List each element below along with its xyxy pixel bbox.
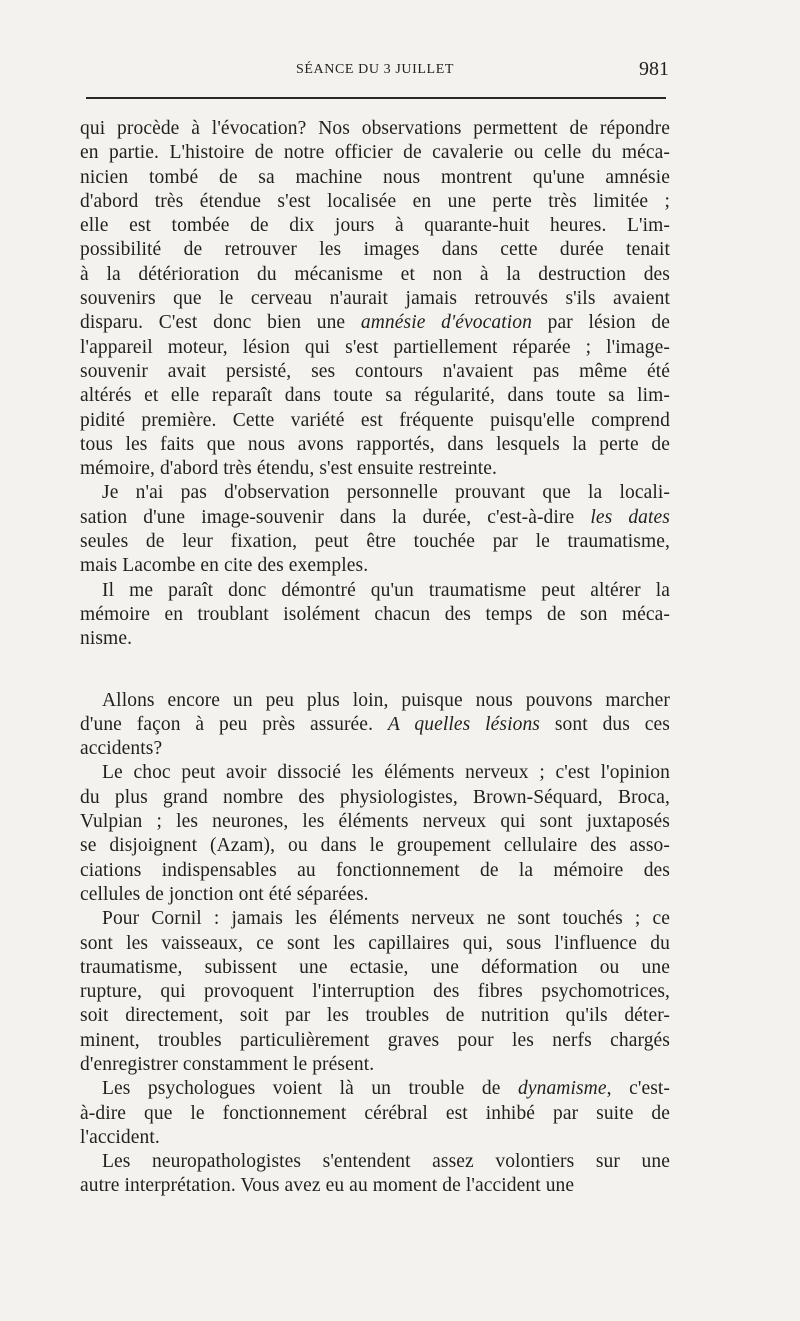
text-line — [80, 603, 670, 627]
text-run: , c'est- — [606, 1078, 670, 1100]
text-line — [80, 1150, 670, 1174]
text-run: accidents? — [80, 738, 163, 760]
text-run: mais Lacombe en cite des exemples. — [80, 555, 369, 577]
paragraph — [80, 689, 670, 762]
text-run: disparu. C'est donc bien une — [80, 312, 361, 334]
text-run: d'abord très étendue s'est localisée en une perte très limitée ; — [80, 190, 670, 212]
italic-run: les dates — [590, 506, 670, 528]
text-line — [80, 956, 670, 980]
text-run: d'une façon à peu près assurée. — [80, 713, 388, 735]
text-line — [80, 627, 670, 651]
text-line — [80, 141, 670, 165]
text-run: possibilité de retrouver les images dans cette durée tenait — [80, 239, 670, 261]
text-run: souvenirs que le cerveau n'aurait jamais retrouvés s'ils avaient — [80, 288, 670, 310]
text-run: à la détérioration du mécanisme et non à la destruction des — [80, 263, 670, 285]
text-run: autre interprétation. Vous avez eu au moment de l'accident une — [80, 1175, 575, 1197]
italic-run: A quelles lésions — [387, 713, 540, 735]
text-line — [80, 761, 670, 785]
text-run: se disjoignent (Azam), ou dans le groupement cellulaire des asso- — [80, 835, 670, 857]
text-run: tous les faits que nous avons rapportés, dans lesquels la perte de — [80, 433, 670, 455]
text-line — [80, 1102, 670, 1126]
text-run: soit directement, soit par les troubles de nutrition qu'ils déter- — [80, 1005, 670, 1027]
running-title: SÉANCE DU 3 JUILLET — [296, 62, 454, 77]
text-line — [80, 980, 670, 1004]
text-line — [80, 907, 670, 931]
text-run: du plus grand nombre des physiologistes, Brown-Séquard, Broca, — [80, 786, 670, 808]
text-run: Les psychologues voient là un trouble de — [102, 1078, 518, 1100]
text-run: par lésion de — [531, 312, 670, 334]
text-run: à-dire que le fonctionnement cérébral est inhibé par suite de — [80, 1102, 670, 1124]
text-line — [80, 433, 670, 457]
text-line — [80, 737, 670, 761]
text-run: sation d'une image-souvenir dans la durée, c'est-à-dire — [80, 506, 591, 528]
text-line — [80, 287, 670, 311]
paragraph — [80, 761, 670, 907]
text-run: ciations indispensables au fonctionnement de la mémoire des — [80, 859, 670, 881]
text-line — [80, 409, 670, 433]
paragraph — [80, 1150, 670, 1199]
text-run: sont les vaisseaux, ce sont les capillaires qui, sous l'influence du — [80, 932, 670, 954]
text-run: traumatisme, subissent une ectasie, une déformation ou une — [80, 956, 670, 978]
text-line — [80, 238, 670, 262]
paragraph — [80, 117, 670, 481]
text-line — [80, 859, 670, 883]
text-line — [80, 1029, 670, 1053]
text-run: nisme. — [80, 628, 133, 650]
text-run: Vulpian ; les neurones, les éléments nerveux qui sont juxtaposés — [80, 811, 670, 833]
text-line — [80, 190, 670, 214]
text-run: Les neuropathologistes s'entendent assez volontiers sur une — [102, 1151, 670, 1173]
text-run: pidité première. Cette variété est fréquente puisqu'elle comprend — [80, 409, 670, 431]
text-line — [80, 506, 670, 530]
text-run: l'accident. — [80, 1126, 160, 1148]
italic-run: dynamisme — [517, 1078, 607, 1100]
text-run: mémoire en troublant isolément chacun des temps de son méca- — [80, 603, 670, 625]
text-line — [80, 834, 670, 858]
text-line — [80, 311, 670, 335]
text-run: Allons encore un peu plus loin, puisque nous pouvons marcher — [102, 689, 670, 711]
text-run: rupture, qui provoquent l'interruption des fibres psychomotrices, — [80, 981, 670, 1003]
text-run: l'appareil moteur, lésion qui s'est partiellement réparée ; l'image- — [80, 336, 670, 358]
text-run: minent, troubles particulièrement graves pour les nerfs chargés — [80, 1029, 670, 1051]
text-run: cellules de jonction ont été séparées. — [80, 883, 369, 905]
text-line — [80, 810, 670, 834]
text-run: souvenir avait persisté, ses contours n'avaient pas même été — [80, 360, 670, 382]
text-line — [80, 117, 670, 141]
text-line — [80, 579, 670, 603]
text-run: elle est tombée de dix jours à quarante-huit heures. L'im- — [80, 215, 670, 237]
text-line — [80, 713, 670, 737]
paragraph — [80, 481, 670, 578]
text-line — [80, 1053, 670, 1077]
text-line — [80, 554, 670, 578]
page-number: 981 — [639, 58, 669, 80]
text-line — [80, 214, 670, 238]
text-line — [80, 336, 670, 360]
text-line — [80, 263, 670, 287]
text-line — [80, 360, 670, 384]
text-run: d'enregistrer constamment le présent. — [80, 1053, 375, 1075]
text-run: seules de leur fixation, peut être touchée par le traumatisme, — [80, 531, 670, 553]
running-head — [81, 58, 669, 86]
header-rule — [86, 97, 666, 99]
body-text — [80, 117, 670, 1199]
text-line — [80, 481, 670, 505]
paragraph — [80, 1077, 670, 1150]
text-line — [80, 1004, 670, 1028]
text-run: Le choc peut avoir dissocié les éléments nerveux ; c'est l'opinion — [102, 762, 670, 784]
text-line — [80, 1126, 670, 1150]
text-line — [80, 1174, 670, 1198]
section-gap — [80, 652, 670, 689]
text-line — [80, 1077, 670, 1101]
text-run: sont dus ces — [540, 713, 670, 735]
text-run: Pour Cornil : jamais les éléments nerveux ne sont touchés ; ce — [102, 908, 670, 930]
text-run: nicien tombé de sa machine nous montrent qu'une amnésie — [80, 166, 670, 188]
text-line — [80, 689, 670, 713]
text-line — [80, 932, 670, 956]
text-line — [80, 530, 670, 554]
paragraph — [80, 579, 670, 652]
text-run: en partie. L'histoire de notre officier de cavalerie ou celle du méca- — [80, 142, 670, 164]
paragraph — [80, 907, 670, 1077]
text-run: mémoire, d'abord très étendu, s'est ensuite restreinte. — [80, 458, 498, 480]
text-run: altérés et elle reparaît dans toute sa régularité, dans toute sa lim- — [80, 385, 670, 407]
text-run: qui procède à l'évocation? Nos observations permettent de répondre — [80, 118, 670, 139]
text-line — [80, 457, 670, 481]
italic-run: amnésie d'évocation — [360, 312, 532, 334]
text-run: Je n'ai pas d'observation personnelle prouvant que la locali- — [102, 482, 670, 504]
text-run: Il me paraît donc démontré qu'un traumatisme peut altérer la — [102, 579, 670, 601]
text-line — [80, 384, 670, 408]
text-line — [80, 786, 670, 810]
text-line — [80, 166, 670, 190]
text-line — [80, 883, 670, 907]
